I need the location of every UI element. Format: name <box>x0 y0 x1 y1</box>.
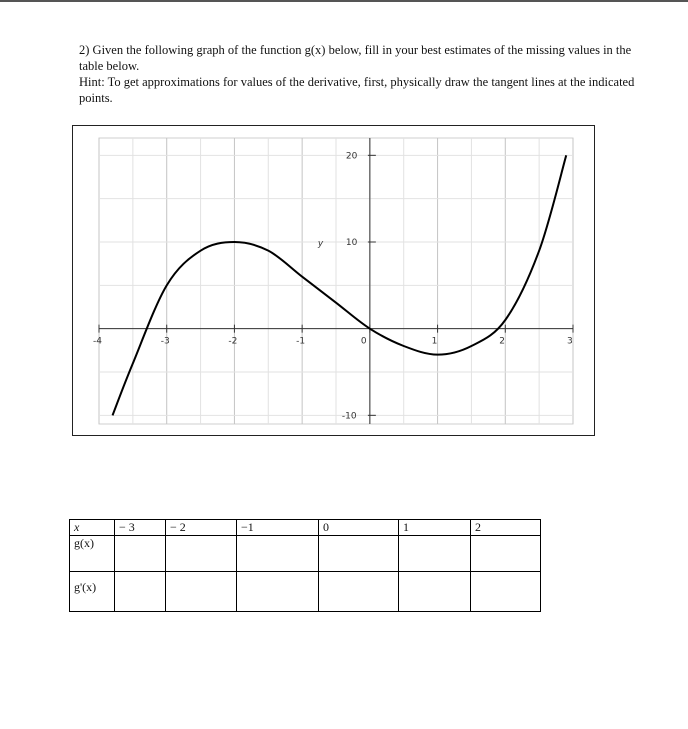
table-header-row <box>70 520 541 536</box>
values-table <box>69 519 541 612</box>
x-tick-label: 0 <box>360 336 367 347</box>
graph-frame <box>72 125 595 436</box>
header-x-value: 2 <box>471 520 541 536</box>
y-tick-label: -10 <box>341 411 357 422</box>
x-tick-label: 1 <box>431 336 438 347</box>
header-x-value: 0 <box>319 520 399 536</box>
header-x-value: − 3 <box>115 520 166 536</box>
gprime-cell[interactable] <box>319 572 399 612</box>
table-row-gx <box>70 536 541 572</box>
gx-cell[interactable] <box>166 536 237 572</box>
row-label-gx: g(x) <box>70 536 115 572</box>
gx-cell[interactable] <box>237 536 319 572</box>
y-axis-label: y <box>317 239 324 249</box>
x-tick-label: 3 <box>567 336 573 347</box>
x-tick-label: -3 <box>160 336 170 347</box>
x-tick-label: -2 <box>228 336 238 347</box>
x-tick-label: 2 <box>499 336 506 347</box>
function-graph <box>73 126 594 435</box>
question-prompt: 2) Given the following graph of the function g(x) below, fill in your best estimates of the missing values in the table below. <box>79 43 632 73</box>
gprime-cell[interactable] <box>471 572 541 612</box>
header-x-value: −1 <box>237 520 319 536</box>
x-tick-label: -1 <box>296 336 306 347</box>
table-row-gprime <box>70 572 541 612</box>
gprime-cell[interactable] <box>237 572 319 612</box>
gx-cell[interactable] <box>115 536 166 572</box>
gprime-cell[interactable] <box>166 572 237 612</box>
gprime-cell[interactable] <box>399 572 471 612</box>
question-text <box>79 42 639 106</box>
top-border-line <box>0 0 688 2</box>
y-tick-label: 10 <box>345 238 358 248</box>
y-tick-label: 20 <box>345 151 358 162</box>
row-label-gprime: g'(x) <box>70 572 115 612</box>
gx-cell[interactable] <box>319 536 399 572</box>
question-hint: Hint: To get approximations for values of the derivative, first, physically draw the tangent lines at the indicated points. <box>79 75 635 105</box>
gx-cell[interactable] <box>399 536 471 572</box>
header-x: x <box>70 520 115 536</box>
header-x-value: − 2 <box>166 520 237 536</box>
gprime-cell[interactable] <box>115 572 166 612</box>
header-x-value: 1 <box>399 520 471 536</box>
gx-cell[interactable] <box>471 536 541 572</box>
x-tick-label: -4 <box>93 336 102 347</box>
